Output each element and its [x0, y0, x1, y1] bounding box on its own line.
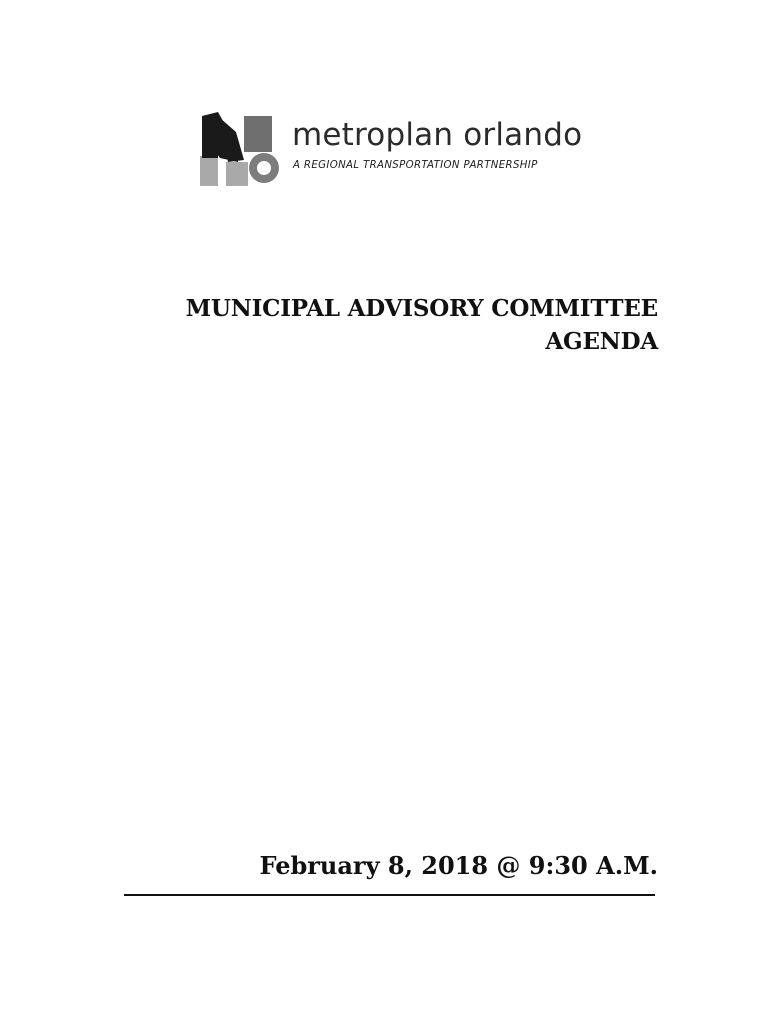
- meeting-date: February 8, 2018 @ 9:30 A.M.: [259, 851, 658, 880]
- metroplan-orlando-logo: [198, 112, 598, 188]
- horizontal-rule: [124, 894, 655, 896]
- organization-tagline: A REGIONAL TRANSPORTATION PARTNERSHIP: [293, 160, 538, 171]
- title-line-1: MUNICIPAL ADVISORY COMMITTEE: [185, 295, 658, 322]
- organization-name: metroplan orlando: [292, 117, 583, 153]
- metroplan-mo-logo-icon: [198, 112, 286, 188]
- title-line-2: AGENDA: [545, 328, 658, 355]
- agenda-title: [186, 292, 658, 358]
